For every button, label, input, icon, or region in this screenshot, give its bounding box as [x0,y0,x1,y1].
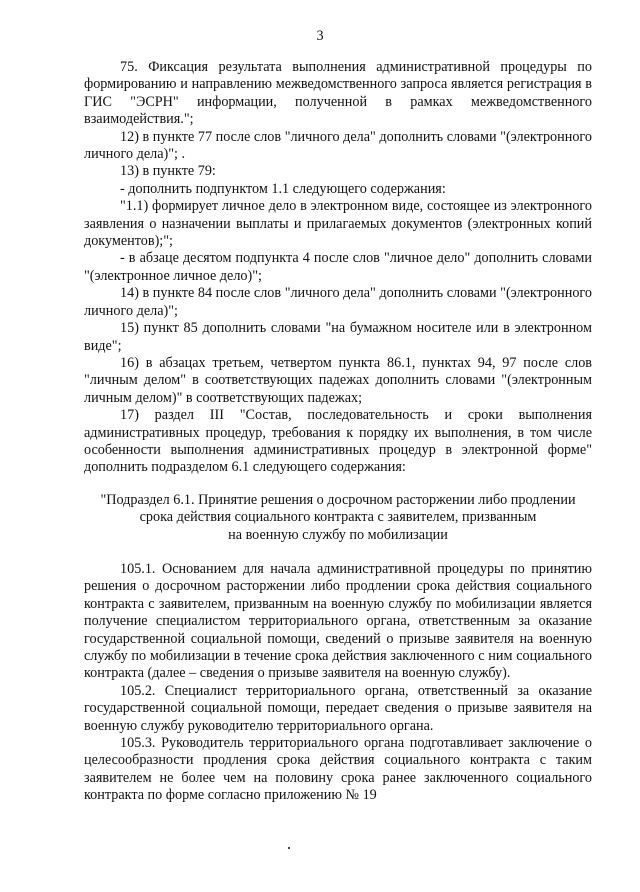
subsection-heading [84,492,592,544]
item-13-dash-2: - в абзаце десятом подпункта 4 после слов "личное дело" дополнить словами "(электронное личное дело)"; [84,250,592,284]
item-16: 16) в абзацах третьем, четвертом пункта 86.1, пунктах 94, 97 после слов "личным делом" в соответствующих падежах дополнить словами "(электронным личным делом)" в соответствующих падежах; [84,354,592,406]
amendments-list [84,59,592,477]
paragraph-105-2: 105.2. Специалист территориального органа, ответственный за оказание государственной социальной помощи, передает сведения о призыве заявителя на военную службу руководителю территориального органа. [84,682,592,734]
heading-line-2: срока действия социального контракта с заявителем, призванным [139,509,537,526]
subsection-body [84,561,592,805]
subitem-1-1: "1.1) формирует личное дело в электронном виде, состоящее из электронного заявления о назначении выплаты и прилагаемых документов (электронных копий документов);"; [84,198,592,250]
heading-line-1: "Подраздел 6.1. Принятие решения о досрочном расторжении либо продлении [100,492,576,508]
page-number: 3 [316,28,324,44]
paragraph-105-3: 105.3. Руководитель территориального органа подготавливает заключение о целесообразности продления срока действия социального контракта с таким заявителем не более чем на половину срока ранее заключенного социального контракта по форме согласно приложению № 19 [84,735,592,804]
scan-speck [288,847,290,849]
item-14: 14) в пункте 84 после слов "личного дела" дополнить словами "(электронного личного дела)"; [84,285,592,319]
item-13: 13) в пункте 79: [120,163,216,180]
item-12: 12) в пункте 77 после слов "личного дела" дополнить словами "(электронного личного дела)"; . [84,128,592,163]
item-17: 17) раздел III "Состав, последовательность и сроки выполнения административных процедур, требования к порядку их выполнения, в том числе особенности выполнения административных процедур в электронной форме" дополнить подразделом 6.1 следующего содержания: [84,407,592,476]
paragraph-75: 75. Фиксация результата выполнения административной процедуры по формированию и направлению межведомственного запроса является регистрация в ГИС "ЭСРН" информации, полученной в рамках межведомственного взаимодействия."; [84,59,592,128]
paragraph-105-1: 105.1. Основанием для начала административной процедуры по принятию решения о досрочном расторжении либо продлении срока действия социального контракта с заявителем, призванным на военную службу по мобилизации является получение специалистом территориального органа, ответственным за оказание государственной социальной помощи, сведений о призыве заявителя на военную службу по мобилизации в течение срока действия заключенного с ним социального контракта (далее – сведения о призыве заявителя на военную службу). [84,561,592,682]
item-15: 15) пункт 85 дополнить словами "на бумажном носителе или в электронном виде"; [84,320,592,354]
heading-line-3: на военную службу по мобилизации [228,526,448,543]
item-13-dash-1: - дополнить подпунктом 1.1 следующего содержания: [120,180,446,197]
